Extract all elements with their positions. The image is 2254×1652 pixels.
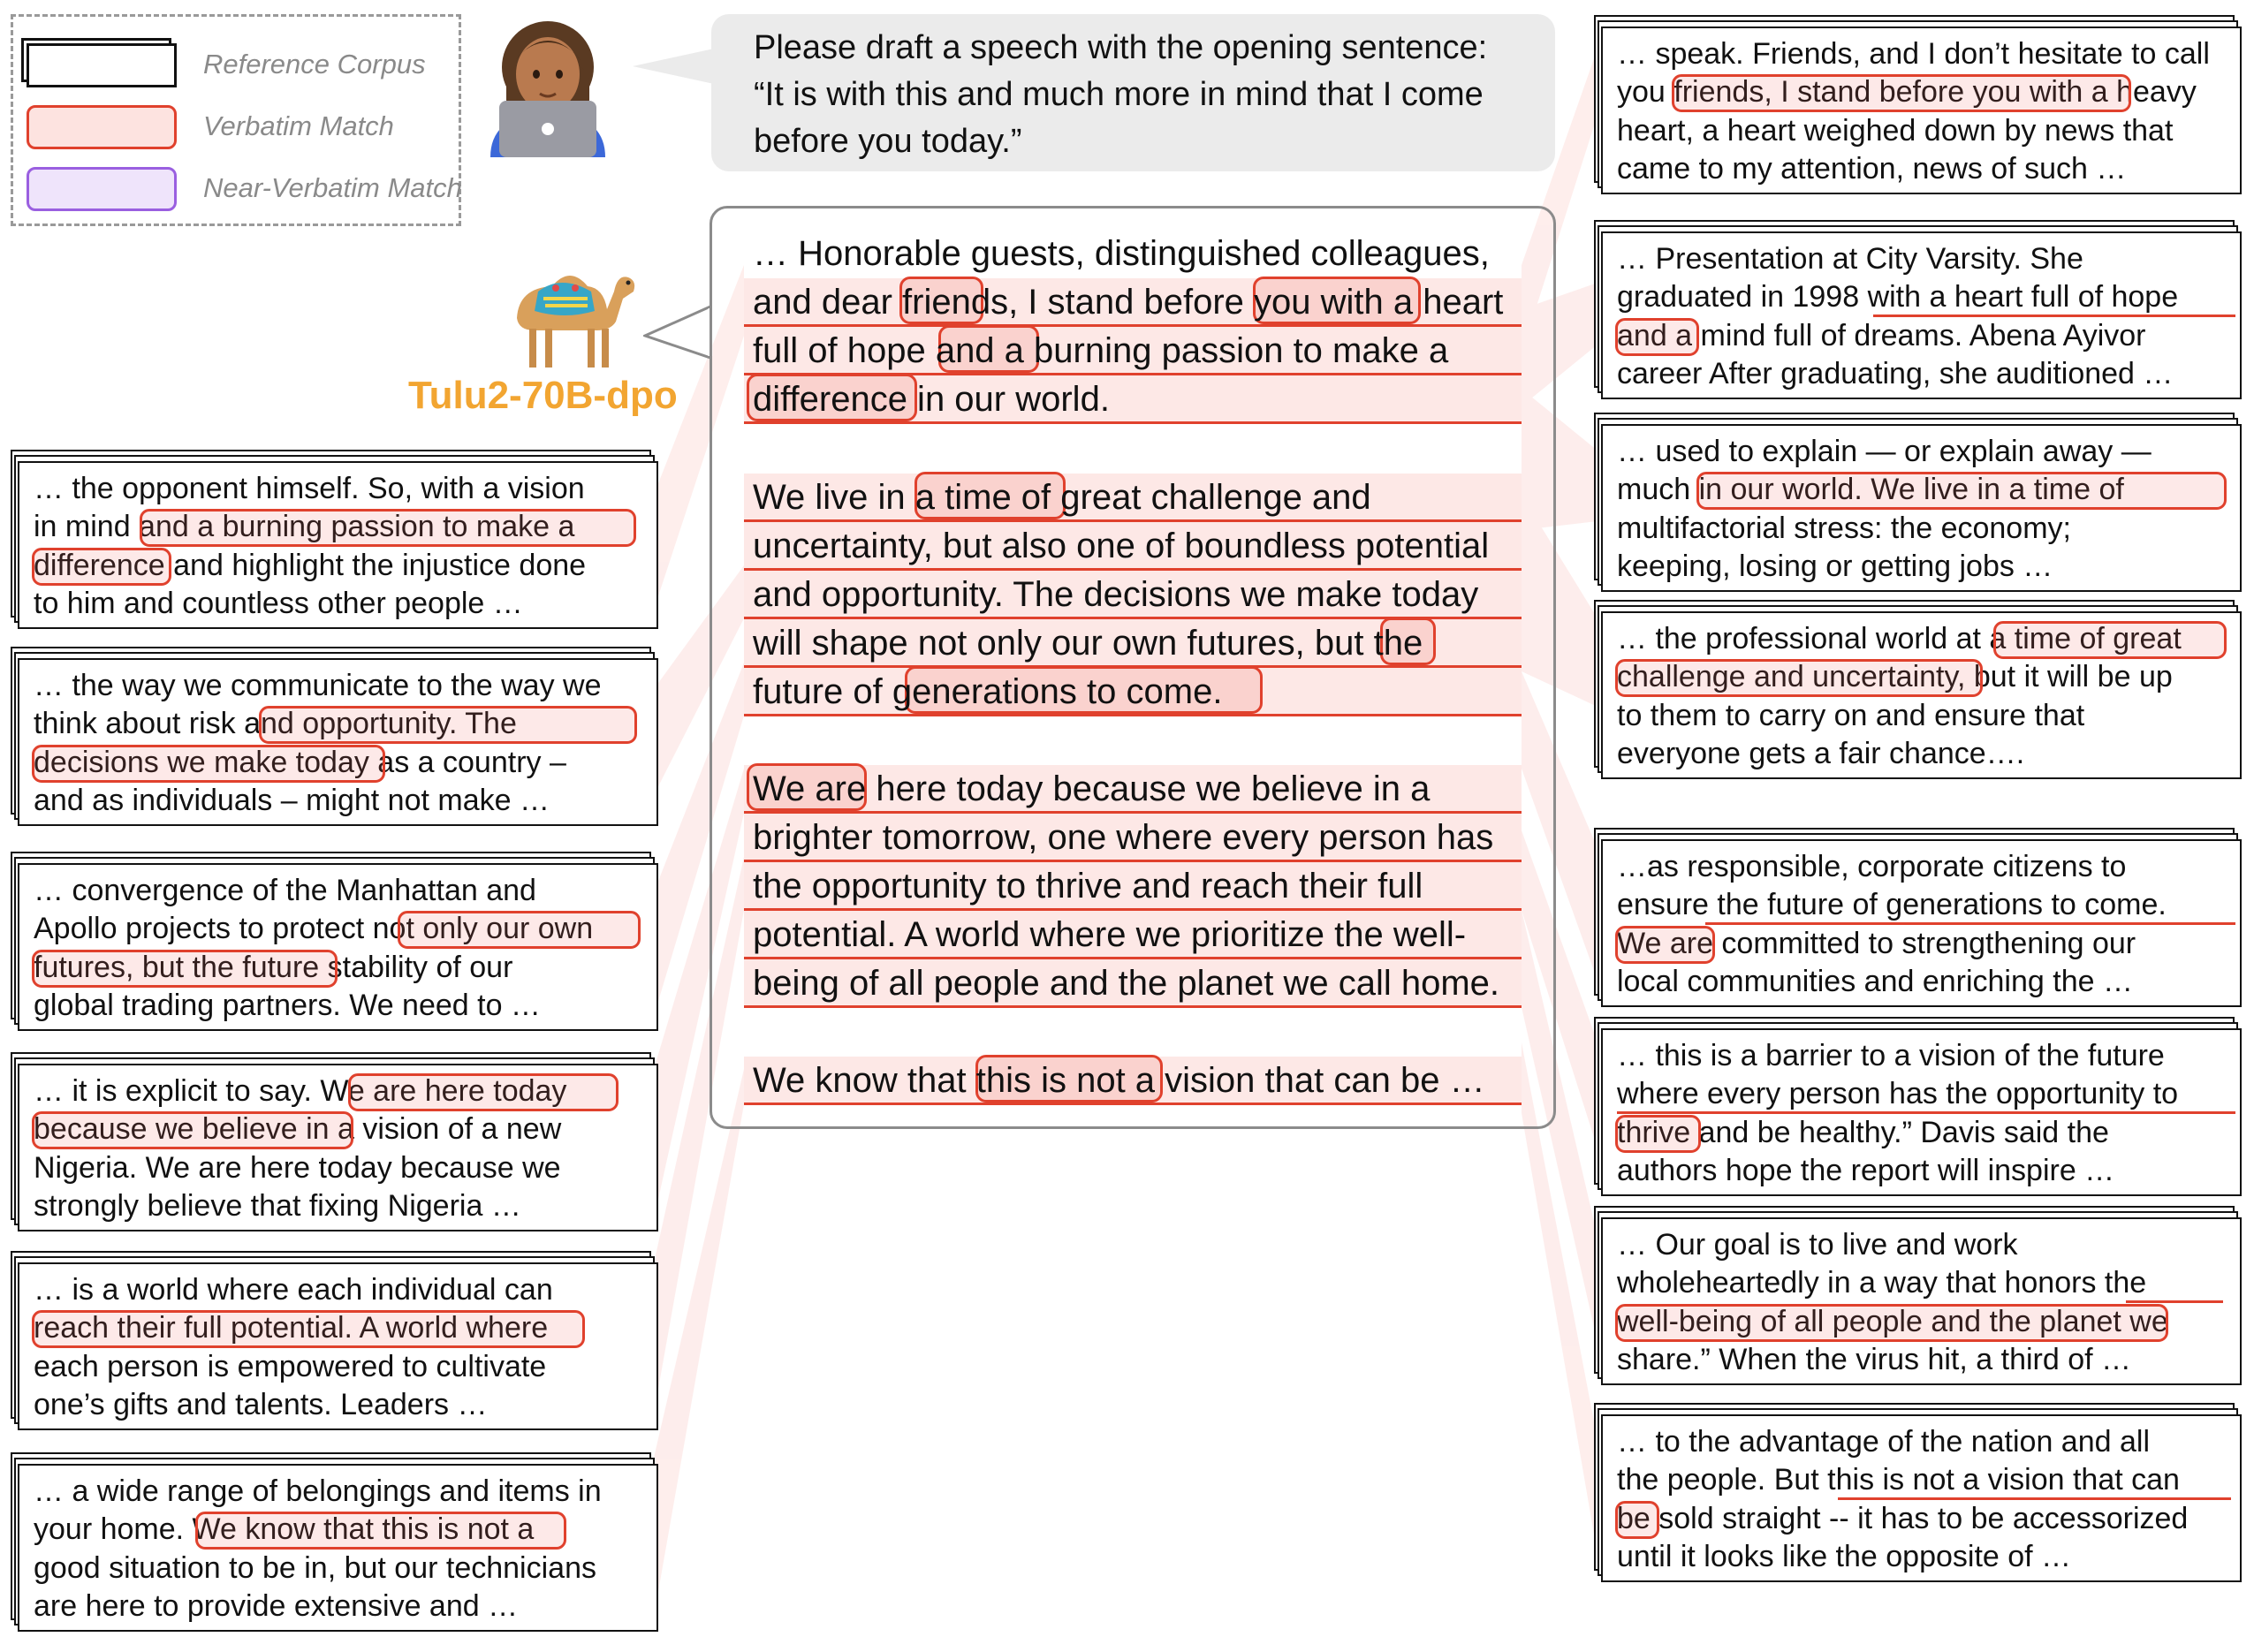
verbatim-match-swatch (27, 105, 177, 149)
corpus-line: be sold straight -- it has to be accessorized (1617, 1500, 2226, 1538)
corpus-line: share.” When the virus hit, a third of … (1617, 1343, 2132, 1377)
corpus-line: keeping, losing or getting jobs … (1617, 549, 2053, 584)
corpus-line: heart, a heart weighed down by news that (1617, 113, 2174, 148)
corpus-line: We are committed to strengthening our (1617, 925, 2226, 963)
corpus-line: Apollo projects to protect not only our own (34, 910, 642, 948)
corpus-line: well-being of all people and the planet we (1617, 1303, 2226, 1341)
corpus-line: multifactorial stress: the economy; (1617, 511, 2071, 545)
prompt-bubble-tail (633, 49, 714, 84)
corpus-line: Nigeria. We are here today because we (34, 1150, 561, 1185)
corpus-line: because we believe in a vision of a new (34, 1110, 642, 1148)
response-line: will shape not only our own futures, but the (753, 624, 1423, 663)
corpus-line: reach their full potential. A world where (34, 1309, 642, 1347)
legend-label-near-verbatim: Near-Verbatim Match (203, 172, 462, 203)
response-bubble-tail (643, 305, 714, 367)
near-verbatim-match-swatch (27, 167, 177, 211)
response-line: being of all people and the planet we call home. (753, 964, 1500, 1003)
camel-icon (499, 256, 641, 371)
legend-label-reference: Reference Corpus (203, 49, 426, 80)
corpus-line: … a wide range of belongings and items in (34, 1474, 602, 1508)
corpus-line: … it is explicit to say. We are here today (34, 1072, 642, 1110)
response-line: We are here today because we believe in a (753, 769, 1431, 808)
corpus-line: … the professional world at a time of great (1617, 620, 2226, 658)
response-line: We know that this is not a vision that can be … (753, 1061, 1485, 1100)
corpus-line: decisions we make today as a country – (34, 744, 642, 782)
corpus-line: local communities and enriching the … (1617, 965, 2133, 999)
corpus-line: futures, but the future stability of our (34, 949, 642, 987)
corpus-line: the people. But this is not a vision that can (1617, 1461, 2226, 1499)
woman-with-laptop-icon (482, 16, 614, 157)
corpus-line: where every person has the opportunity to (1617, 1075, 2226, 1113)
corpus-line: in mind and a burning passion to make a (34, 508, 642, 546)
corpus-line: and a mind full of dreams. Abena Ayivor (1617, 317, 2226, 355)
corpus-line: think about risk and opportunity. The (34, 705, 642, 743)
corpus-line: thrive and be healthy.” Davis said the (1617, 1114, 2226, 1152)
corpus-line: … speak. Friends, and I don’t hesitate to call (1617, 37, 2210, 71)
corpus-line: and as individuals – might not make … (34, 784, 550, 818)
corpus-line: … to the advantage of the nation and all (1617, 1425, 2151, 1459)
legend (11, 14, 461, 226)
response-line: the opportunity to thrive and reach their full (753, 867, 1423, 906)
response-line: future of generations to come. (753, 672, 1223, 711)
corpus-line: … Presentation at City Varsity. She (1617, 242, 2083, 276)
corpus-line: to them to carry on and ensure that (1617, 698, 2085, 732)
corpus-line: your home. We know that this is not a (34, 1511, 642, 1549)
corpus-line: global trading partners. We need to … (34, 989, 541, 1023)
legend-label-verbatim: Verbatim Match (203, 110, 394, 141)
corpus-line: ensure the future of generations to come. (1617, 886, 2226, 924)
corpus-line: are here to provide extensive and … (34, 1589, 519, 1624)
corpus-line: …as responsible, corporate citizens to (1617, 850, 2127, 883)
response-line: potential. A world where we prioritize the well- (753, 915, 1467, 954)
corpus-line: … the opponent himself. So, with a vision (34, 472, 585, 505)
corpus-line: strongly believe that fixing Nigeria … (34, 1189, 521, 1224)
corpus-line: challenge and uncertainty, but it will be up (1617, 658, 2226, 696)
response-line: uncertainty, but also one of boundless potential (753, 527, 1490, 565)
prompt-line: “It is with this and much more in mind that I come (754, 76, 1484, 113)
prompt-line: Please draft a speech with the opening sentence: (754, 29, 1488, 66)
corpus-line: … this is a barrier to a vision of the future (1617, 1039, 2165, 1072)
response-line: and dear friends, I stand before you with a heart (753, 283, 1504, 322)
corpus-line: … Our goal is to live and work (1617, 1228, 2018, 1262)
corpus-line: wholeheartedly in a way that honors the (1617, 1264, 2226, 1302)
model-name: Tulu2-70B-dpo (408, 374, 678, 417)
response-line: brighter tomorrow, one where every person has (753, 818, 1494, 857)
corpus-line: good situation to be in, but our technicians (34, 1550, 596, 1585)
prompt-bubble (711, 14, 1555, 171)
reference-corpus-swatch (27, 43, 177, 87)
response-line: difference in our world. (753, 380, 1110, 419)
corpus-line: … convergence of the Manhattan and (34, 874, 536, 907)
corpus-line: everyone gets a fair chance…. (1617, 737, 2025, 771)
corpus-line: … used to explain — or explain away — (1617, 435, 2152, 468)
corpus-line: … the way we communicate to the way we (34, 669, 602, 702)
corpus-line: to him and countless other people … (34, 587, 523, 621)
corpus-line: … is a world where each individual can (34, 1273, 553, 1307)
corpus-line: came to my attention, news of such … (1617, 152, 2127, 186)
corpus-line: you friends, I stand before you with a heavy (1617, 73, 2226, 111)
corpus-line: much in our world. We live in a time of (1617, 471, 2226, 509)
corpus-line: career After graduating, she auditioned … (1617, 357, 2174, 391)
response-line: We live in a time of great challenge and (753, 478, 1371, 517)
corpus-line: graduated in 1998 with a heart full of hope (1617, 278, 2226, 316)
response-line: … Honorable guests, distinguished colleagues, (753, 234, 1490, 273)
corpus-line: each person is empowered to cultivate (34, 1349, 547, 1383)
response-line: full of hope and a burning passion to make a (753, 331, 1449, 370)
corpus-line: difference and highlight the injustice done (34, 547, 642, 585)
corpus-line: until it looks like the opposite of … (1617, 1540, 2072, 1574)
response-line: and opportunity. The decisions we make today (753, 575, 1479, 614)
prompt-line: before you today.” (754, 123, 1022, 160)
corpus-line: authors hope the report will inspire … (1617, 1154, 2115, 1188)
corpus-line: one’s gifts and talents. Leaders … (34, 1388, 488, 1422)
